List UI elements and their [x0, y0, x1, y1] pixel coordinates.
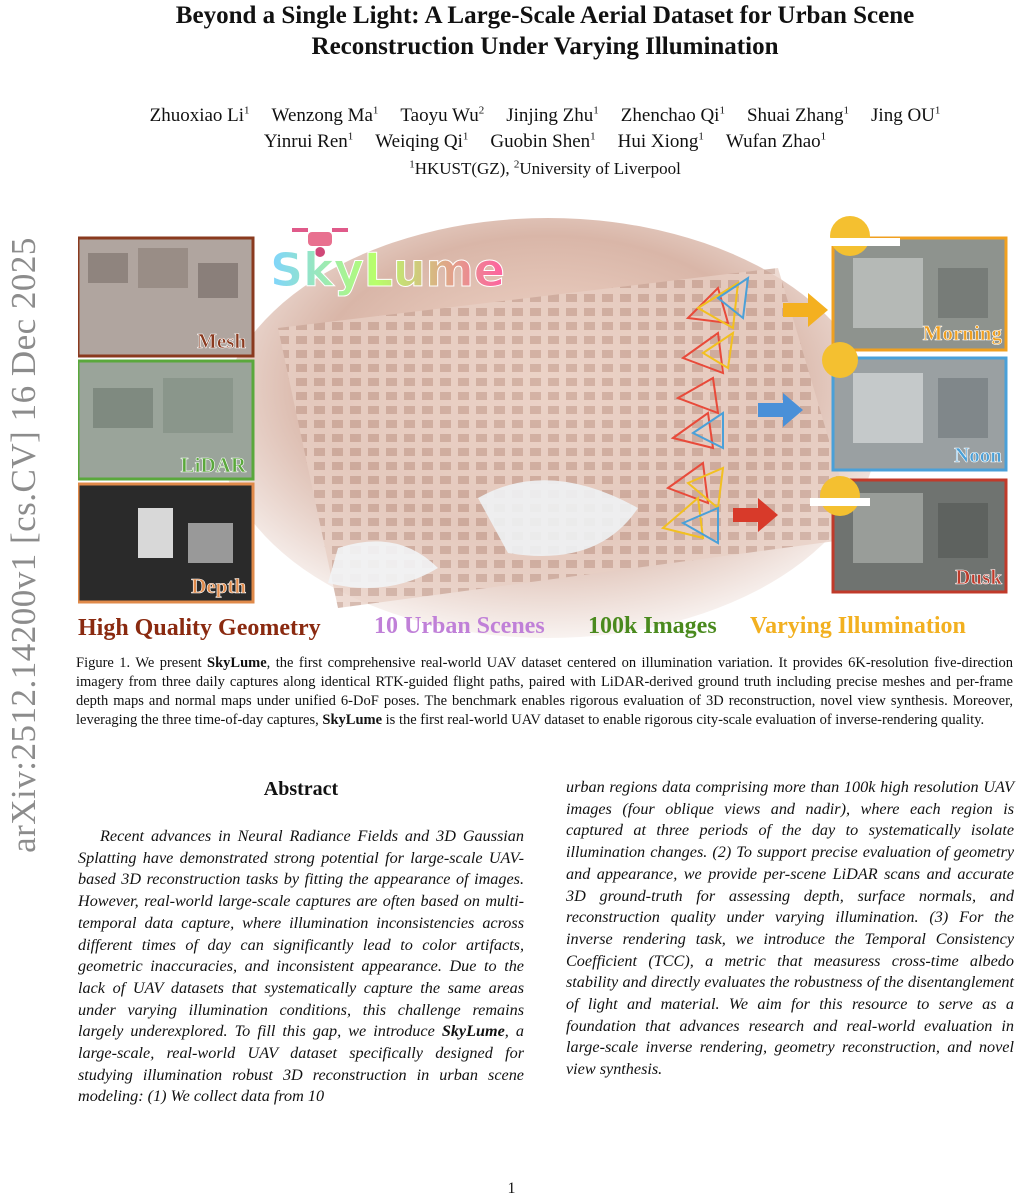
- label-images: 100k Images: [588, 613, 717, 639]
- author-affiliation-mark: 1: [347, 130, 354, 143]
- sun-icon: [820, 476, 860, 516]
- depth-label: Depth: [191, 574, 246, 598]
- noon-panel: [822, 342, 1006, 470]
- abstract-right-column: urban regions data comprising more than 100k high resolution UAV images (four oblique views and nadir), where each region is captured at three periods of the day to systematically isolate illumination changes. (2) To support precise evaluation of geometry and appearance, we provide per-scene LiDAR scans and accurate 3D ground-truth for assessing depth, surface normals, and reconstruction quality under varying illumination. (3) For the inverse rendering task, we introduce the Temporal Consistency Coefficient (TCC), a metric that measuress cross-time albedo stability and directly evaluates the robustness of the disentanglement of light and material. We aim for this resource to serve as a foundation that advances research and real-world evaluation in large-scale inverse rendering, geometry reconstruction, and novel view synthesis.: [566, 778, 1014, 1079]
- sun-icon: [822, 342, 858, 378]
- sun-icon: [830, 216, 870, 256]
- author-name: Wufan Zhao$^1$: [725, 130, 827, 152]
- dusk-panel: [810, 476, 1006, 592]
- author-affiliation-mark: 1: [843, 104, 850, 117]
- author-name: Zhenchao Qi$^1$: [620, 104, 725, 126]
- author-affiliation-mark: 1: [590, 130, 596, 143]
- depth-panel: [78, 484, 253, 602]
- author-affiliation-mark: 1: [820, 130, 827, 143]
- author-name: Jinjing Zhu$^1$: [506, 104, 599, 126]
- skylume-logo: SkyLume: [270, 243, 505, 297]
- abstract-heading: Abstract: [263, 778, 339, 800]
- author-row: [60, 103, 1023, 129]
- author-affiliation-mark: 1: [934, 104, 941, 117]
- mesh-panel: [78, 238, 253, 356]
- author-affiliation-mark: 1: [244, 104, 250, 117]
- author-name: Jing $OU^1$: [871, 104, 941, 126]
- author-name: Hui Xiong$^1$: [617, 130, 704, 152]
- author-name: Zhuoxiao Li$^1$: [149, 104, 250, 126]
- noon-label: Noon: [954, 443, 1002, 467]
- abstract-left-column: Recent advances in Neural Radiance Fields and 3D Gaussian Splatting have demonstrated strong potential for large-scale UAV-based 3D reconstruction tasks by fitting the appearance of images. However, real-world large-scale captures are often based on multi-temporal data capture, where illumination inconsistencies across different times of day can significantly lead to color artifacts, geometric inaccuracies, and inconsistent appearance. Due to the lack of UAV datasets that systematically capture the same areas under varying illumination conditions, this challenge remains largely underexplored. To fill this gap, we introduce SkyLume, a large-scale, real-world UAV dataset specifically designed for studying illumination robust 3D reconstruction in urban scene modeling: (1) We collect data from 10: [78, 827, 524, 1106]
- paper-title: Beyond a Single Light: A Large-Scale Aerial Dataset for Urban Scene Reconstruction Under Varying Illumination: [175, 2, 915, 60]
- author-name: Wenzong Ma$^1$: [271, 104, 379, 126]
- lidar-label: LiDAR: [180, 453, 246, 477]
- page-number: 1: [507, 1180, 516, 1197]
- affiliations: $^1$HKUST(GZ), $^2$University of Liverpool: [409, 158, 681, 178]
- author-name: Weiqing Qi$^1$: [375, 130, 469, 152]
- author-row: [60, 129, 1023, 155]
- mesh-label: Mesh: [197, 329, 246, 353]
- morning-label: Morning: [922, 321, 1002, 345]
- author-affiliation-mark: 1: [593, 104, 599, 117]
- label-illumination: Varying Illumination: [750, 613, 966, 639]
- author-affiliation-mark: 1: [719, 104, 725, 117]
- author-name: Guobin Shen$^1$: [490, 130, 596, 152]
- label-scenes: 10 Urban Scenes: [374, 613, 545, 639]
- label-geometry: High Quality Geometry: [78, 615, 321, 641]
- dusk-label: Dusk: [955, 565, 1002, 589]
- arxiv-stamp: arXiv:2512.14200v1 [cs.CV] 16 Dec 2025: [4, 237, 44, 853]
- author-affiliation-mark: 1: [698, 130, 704, 143]
- author-affiliation-mark: 2: [478, 104, 485, 117]
- teaser-figure: [78, 208, 1008, 650]
- author-name: Taoyu Wu$^2$: [400, 104, 485, 126]
- author-affiliation-mark: 1: [462, 130, 469, 143]
- lidar-panel: [78, 361, 253, 479]
- figure-caption: Figure 1. We present SkyLume, the first comprehensive real-world UAV dataset centered on illumination variation. It provides 6K-resolution five-direction imagery from three daily captures along identical RTK-guided flight paths, paired with LiDAR-derived ground truth including precise meshes and per-frame depth maps and normal maps under unified 6-DoF poses. The benchmark enables rigorous evaluation of 3D reconstruction, novel view synthesis. Moreover, leveraging the three time-of-day captures, SkyLume is the first real-world UAV dataset to enable rigorous city-scale evaluation of inverse-rendering quality.: [76, 655, 1013, 728]
- author-affiliation-mark: 1: [372, 104, 379, 117]
- author-name: Shuai Zhang$^1$: [746, 104, 850, 126]
- author-list: [60, 103, 1023, 155]
- author-name: Yinrui Ren$^1$: [263, 130, 354, 152]
